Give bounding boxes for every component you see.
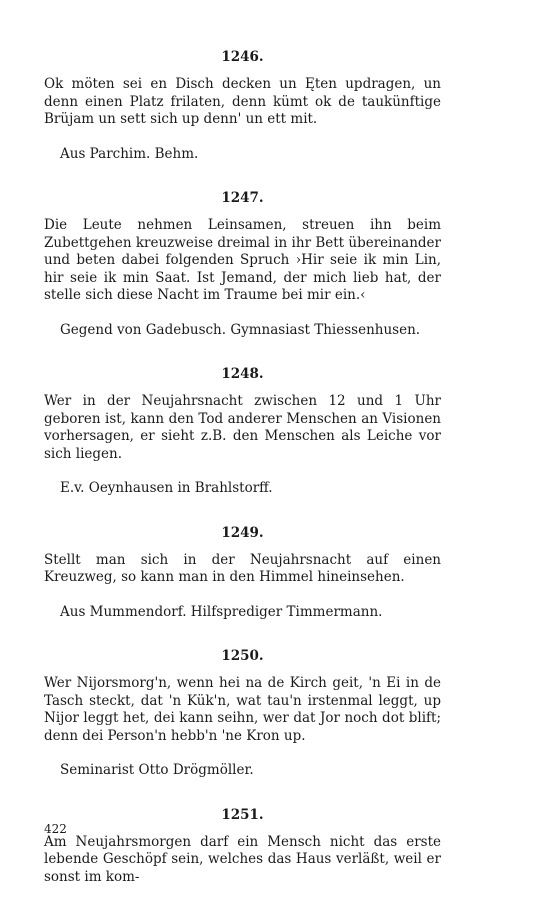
- entry-text: Wer in der Neujahrsnacht zwischen 12 und 1 Uhr geboren ist, kann den Tod anderer Menschen an Visionen vorhersagen, er sieht z.B. den Menschen als Leiche vor sich liegen.: [44, 393, 441, 462]
- entry-source: Seminarist Otto Drögmöller.: [60, 762, 254, 778]
- entry-1251: [44, 806, 441, 887]
- page-body: [44, 48, 441, 912]
- entry-source: Aus Parchim. Behm.: [60, 145, 199, 162]
- entry-number: 1251.: [221, 806, 264, 823]
- entry-number: 1249.: [221, 524, 264, 541]
- entry-source: Gegend von Gadebusch. Gymnasiast Thiessenhusen.: [60, 321, 421, 338]
- entry-source: E.v. Oeynhausen in Brahlstorff.: [60, 480, 273, 496]
- entry-number: 1248.: [221, 366, 264, 382]
- entry-1246: [44, 48, 441, 163]
- entry-text: Die Leute nehmen Leinsamen, streuen ihn beim Zubettgehen kreuzweise dreimal in ihr Bett übereinander und beten dabei folgenden Spruch ›Hir seie ik min Lin, hir seie ik min Saat. Ist Jemand, der mich lieb hat, der stelle sich diese Nacht im Traume bei mir ein.‹: [44, 217, 441, 303]
- entry-text: Wer Nijorsmorg'n, wenn hei na de Kirch geit, 'n Ei in de Tasch steckt, dat 'n Kük'n, wat tau'n irstenmal leggt, up Nijor leggt het, dei kann seihn, wer dat Jor noch dot blift; denn dei Person'n hebb'n 'ne Kron up.: [44, 675, 441, 744]
- entry-number: 1250.: [221, 648, 264, 664]
- entry-1247: [44, 189, 441, 339]
- entry-1250: [44, 647, 441, 780]
- entry-text: Am Neujahrsmorgen darf ein Mensch nicht das erste lebende Geschöpf sein, welches das Haus verläßt, weil er sonst im kom-: [44, 833, 441, 885]
- entry-1249: [44, 524, 441, 622]
- entry-1248: [44, 365, 441, 498]
- entry-number: 1247.: [221, 190, 264, 206]
- entry-text: Stellt man sich in der Neujahrsnacht auf einen Kreuzweg, so kann man in den Himmel hineinsehen.: [44, 551, 441, 585]
- entry-number: 1246.: [221, 49, 264, 65]
- entry-text: Ok möten sei en Disch decken un Ęten updragen, un denn einen Platz frilaten, denn kümt ok de taukünftige Brüjam un sett sich up denn' un ett mit.: [44, 76, 441, 127]
- entry-source: Aus Mummendorf. Hilfsprediger Timmermann.: [60, 603, 383, 620]
- page-number: 422: [44, 822, 67, 836]
